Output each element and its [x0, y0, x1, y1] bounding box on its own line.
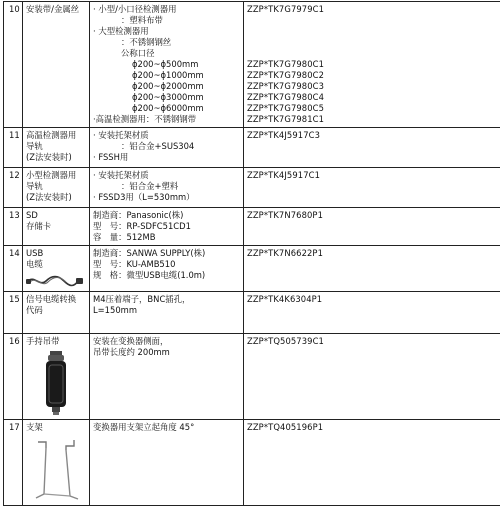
table-row	[4, 246, 500, 292]
item-name	[23, 334, 90, 420]
table-row	[4, 292, 500, 334]
part-code	[244, 2, 500, 128]
code-line	[247, 48, 497, 59]
item-name-line: 安装带/金属丝	[26, 4, 86, 15]
item-name-line: USB	[26, 248, 86, 259]
code-line: ZZP*TQ405196P1	[247, 422, 497, 433]
item-name-line: 支架	[26, 422, 86, 433]
part-code	[244, 168, 500, 208]
code-line: ZZP*TK7G7979C1	[247, 4, 497, 15]
item-name-line: (Z法安装时)	[26, 192, 86, 203]
row-number: 12	[4, 168, 23, 208]
code-line: ZZP*TK7G7981C1	[247, 114, 497, 125]
item-name-line: 高温检测器用	[26, 130, 86, 141]
code-line: ZZP*TK4J5917C3	[247, 130, 497, 141]
desc-line: · FSSH用	[93, 152, 240, 163]
hand-strap-icon	[26, 350, 86, 416]
desc-line: ϕ200~ϕ3000mm	[93, 92, 240, 103]
desc-line: 制造商：SANWA SUPPLY(株)	[93, 248, 240, 259]
desc-line: ：不锈钢钢丝	[93, 37, 240, 48]
desc-line: · 小型/小口径检测器用	[93, 4, 240, 15]
code-line: ZZP*TK7G7980C1	[247, 59, 497, 70]
item-name	[23, 246, 90, 292]
desc-line: M4压着端子，BNC插孔，	[93, 294, 240, 305]
code-line	[247, 15, 497, 26]
item-name-line: 电缆	[26, 259, 86, 270]
item-description	[90, 208, 244, 246]
row-number: 15	[4, 292, 23, 334]
part-code	[244, 246, 500, 292]
table-row	[4, 334, 500, 420]
item-name-line: 手持吊带	[26, 336, 86, 347]
desc-line: ϕ200~ϕ500mm	[93, 59, 240, 70]
item-description	[90, 2, 244, 128]
code-line: ZZP*TK7G7980C5	[247, 103, 497, 114]
desc-line: ϕ200~ϕ1000mm	[93, 70, 240, 81]
item-name-line: 导轨	[26, 141, 86, 152]
item-name	[23, 2, 90, 128]
item-name-line: 存储卡	[26, 221, 86, 232]
row-number: 11	[4, 128, 23, 168]
part-code	[244, 208, 500, 246]
code-line: ZZP*TQ505739C1	[247, 336, 497, 347]
desc-line: ：铝合金+SUS304	[93, 141, 240, 152]
item-name	[23, 128, 90, 168]
code-line: ZZP*TK4K6304P1	[247, 294, 497, 305]
item-name	[23, 292, 90, 334]
item-name-line: 信号电缆转换	[26, 294, 86, 305]
desc-line: · 大型检测器用	[93, 26, 240, 37]
desc-line: · FSSD3用（L=530mm）	[93, 192, 240, 203]
item-name-line: (Z法安装时)	[26, 152, 86, 163]
part-code	[244, 420, 500, 506]
item-name	[23, 168, 90, 208]
row-number: 16	[4, 334, 23, 420]
item-name	[23, 420, 90, 506]
code-line: ZZP*TK7G7980C4	[247, 92, 497, 103]
code-line	[247, 26, 497, 37]
wire-stand-icon	[26, 436, 86, 502]
desc-line: ：铝合金+塑料	[93, 181, 240, 192]
item-description	[90, 420, 244, 506]
part-code	[244, 292, 500, 334]
usb-cable-icon	[26, 273, 84, 289]
desc-line: 吊带长度约 200mm	[93, 347, 240, 358]
code-line: ZZP*TK7N7680P1	[247, 210, 497, 221]
item-description	[90, 334, 244, 420]
desc-line: ：塑料布带	[93, 15, 240, 26]
code-line: ZZP*TK4J5917C1	[247, 170, 497, 181]
table-row	[4, 2, 500, 128]
item-name-line: 小型检测器用	[26, 170, 86, 181]
desc-line: 型 号：RP-SDFC51CD1	[93, 221, 240, 232]
code-line: ZZP*TK7G7980C2	[247, 70, 497, 81]
desc-line: 公称口径	[93, 48, 240, 59]
row-number: 13	[4, 208, 23, 246]
desc-line: · 安装托架材质	[93, 130, 240, 141]
code-line	[247, 37, 497, 48]
row-number: 14	[4, 246, 23, 292]
accessory-table	[3, 1, 500, 506]
row-number: 17	[4, 420, 23, 506]
code-line: ZZP*TK7N6622P1	[247, 248, 497, 259]
item-name-line: 导轨	[26, 181, 86, 192]
desc-line: 变换器用支架立起角度 45°	[93, 422, 240, 433]
desc-line: L=150mm	[93, 305, 240, 316]
desc-line: ϕ200~ϕ6000mm	[93, 103, 240, 114]
desc-line: 规 格：微型USB电缆(1.0m)	[93, 270, 240, 281]
table-row	[4, 168, 500, 208]
desc-line: 型 号：KU-AMB510	[93, 259, 240, 270]
item-description	[90, 128, 244, 168]
item-description	[90, 168, 244, 208]
code-line: ZZP*TK7G7980C3	[247, 81, 497, 92]
item-description	[90, 246, 244, 292]
part-code	[244, 334, 500, 420]
item-name-line: SD	[26, 210, 86, 221]
desc-line: ϕ200~ϕ2000mm	[93, 81, 240, 92]
table-row	[4, 420, 500, 506]
table-row	[4, 128, 500, 168]
item-description	[90, 292, 244, 334]
part-code	[244, 128, 500, 168]
item-name-line: 代码	[26, 305, 86, 316]
row-number: 10	[4, 2, 23, 128]
table-row	[4, 208, 500, 246]
desc-line: 安装在变换器侧面，	[93, 336, 240, 347]
desc-line: · 安装托架材质	[93, 170, 240, 181]
desc-line: ·高温检测器用：不锈钢钢带	[93, 114, 240, 125]
desc-line: 容 量：512MB	[93, 232, 240, 243]
item-name	[23, 208, 90, 246]
desc-line: 制造商：Panasonic(株)	[93, 210, 240, 221]
